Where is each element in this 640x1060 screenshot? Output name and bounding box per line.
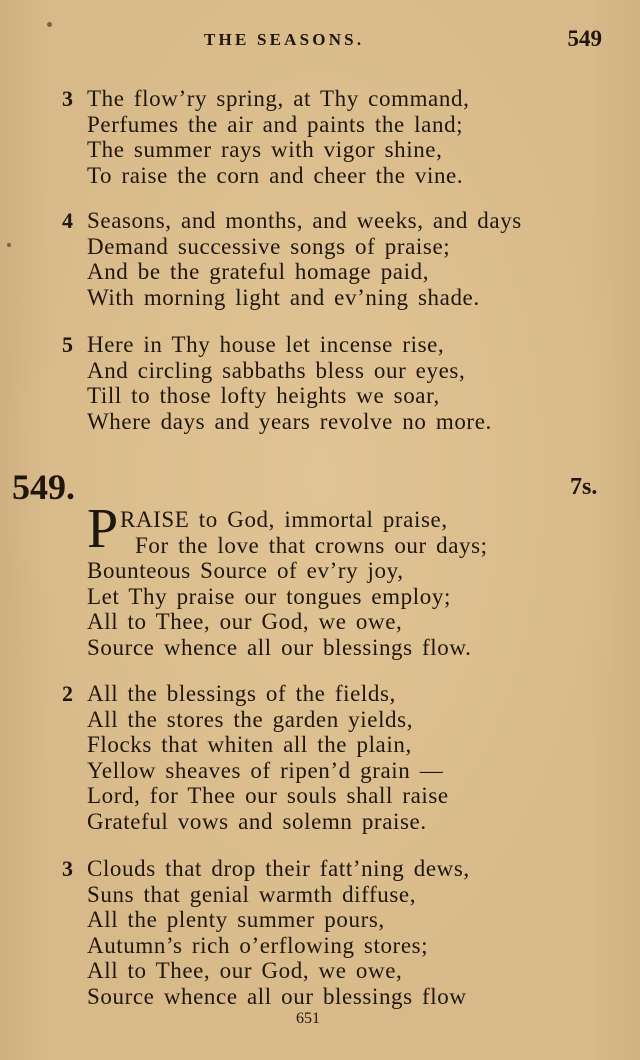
verse-line: Bounteous Source of ev’ry joy, <box>87 558 404 583</box>
stanza-number: 3 <box>62 856 73 881</box>
verse-line: All to Thee, our God, we owe, <box>87 609 403 634</box>
verse-line: Lord, for Thee our souls shall raise <box>87 783 449 808</box>
verse-line: Suns that genial warmth diffuse, <box>87 881 417 907</box>
verse-line: To raise the corn and cheer the vine. <box>87 162 464 188</box>
verse-line: All the plenty summer pours, <box>87 907 385 932</box>
verse-line: And be the grateful homage paid, <box>87 259 430 284</box>
stanza-number: 3 <box>62 86 73 111</box>
verse-line: The flow’ry spring, at Thy command, <box>87 86 470 111</box>
verse-line: Autumn’s rich o’erflowing stores; <box>87 932 429 958</box>
verse-line: All to Thee, our God, we owe, <box>87 958 403 983</box>
verse-line: With morning light and ev’ning shade. <box>87 284 480 310</box>
verse-line: Where days and years revolve no more. <box>87 408 492 434</box>
footer-page-number: 651 <box>296 1010 320 1027</box>
verse-line: All the stores the garden yields, <box>87 706 414 732</box>
stanza-prev-3 <box>62 86 469 188</box>
verse-line: The summer rays with vigor shine, <box>87 137 443 162</box>
verse-line: Seasons, and months, and weeks, and days <box>87 208 522 233</box>
verse-line: And circling sabbaths bless our eyes, <box>87 357 466 383</box>
stanza-number: 5 <box>62 332 73 357</box>
hymn-number: 549. <box>12 467 75 507</box>
hymn-meter: 7s. <box>570 474 598 500</box>
verse-line: Let Thy praise our tongues employ; <box>87 583 451 609</box>
stanza-3 <box>62 856 470 1009</box>
verse-line: Here in Thy house let incense rise, <box>87 332 445 357</box>
verse-line: Grateful vows and solemn praise. <box>87 808 427 834</box>
hymn-page-number: 549 <box>567 26 602 51</box>
stanza-2 <box>62 681 449 834</box>
verse-line: RAISE to God, immortal praise, <box>120 507 448 532</box>
drop-cap: P <box>87 498 119 560</box>
verse-line: Yellow sheaves of ripen’d grain — <box>87 757 444 783</box>
paper-speck <box>47 22 52 27</box>
stanza-number: 4 <box>62 208 73 233</box>
verse-line: Source whence all our blessings flow. <box>87 634 472 660</box>
stanza-1 <box>87 498 488 660</box>
verse-line: Perfumes the air and paints the land; <box>87 111 464 137</box>
verse-line: Demand successive songs of praise; <box>87 233 451 259</box>
running-title: THE SEASONS. <box>204 30 365 49</box>
stanza-prev-4 <box>62 208 522 310</box>
verse-line: Source whence all our blessings flow <box>87 983 467 1009</box>
stanza-number: 2 <box>62 681 73 706</box>
verse-line: All the blessings of the fields, <box>87 681 396 706</box>
stanza-prev-5 <box>62 332 492 434</box>
paper-speck <box>7 243 11 247</box>
verse-line: For the love that crowns our days; <box>135 532 488 558</box>
verse-line: Till to those lofty heights we soar, <box>87 383 440 408</box>
verse-line: Flocks that whiten all the plain, <box>87 732 412 757</box>
verse-line: Clouds that drop their fatt’ning dews, <box>87 856 470 881</box>
